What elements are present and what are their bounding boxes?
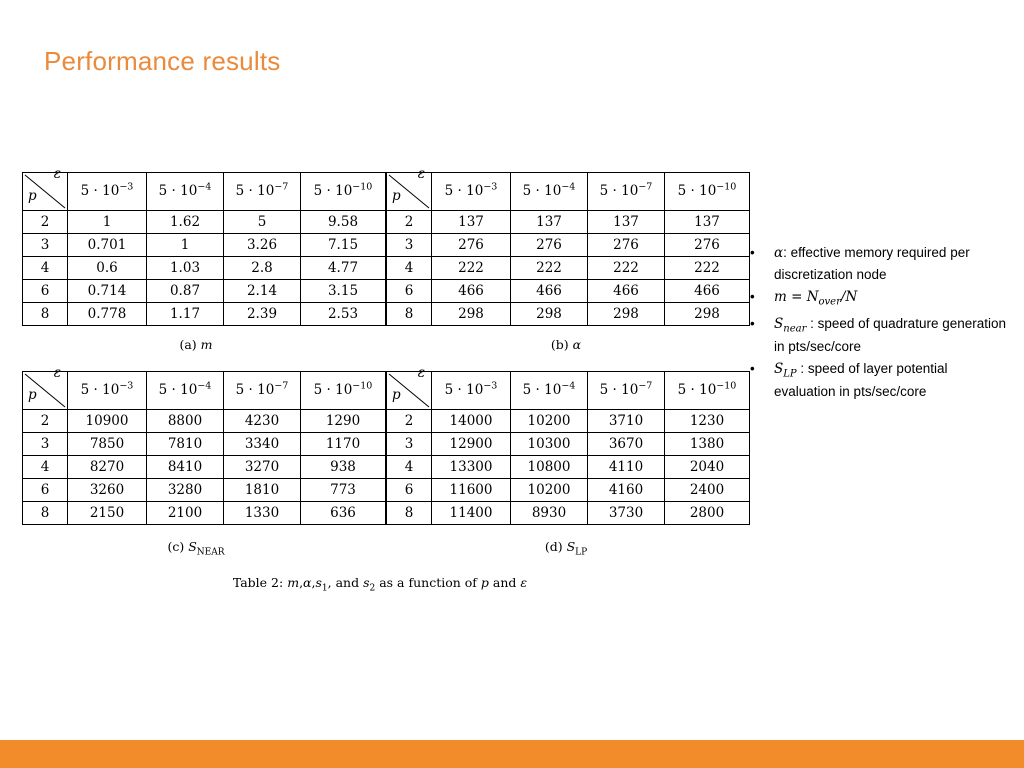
table-cell: 1810 [224,479,301,502]
table-cell: 222 [511,257,588,280]
table-row [23,303,386,326]
header-eps-3: $5 \cdot 10^{-7}$ [588,372,665,410]
caption-b: (b) α [550,337,582,352]
bullet-snear: • $S_{near}$ : speed of quadrature generation in pts/sec/core [750,316,1007,355]
table-cell: 10200 [511,479,588,502]
table-row [387,479,750,502]
table-cell: 4 [23,257,68,280]
table-cell: 12900 [432,433,511,456]
table-cell: 3710 [588,410,665,433]
table-cell: 3 [23,234,68,257]
corner-eps: ε [53,365,61,381]
table-row [387,234,750,257]
table-cell: 636 [301,502,386,525]
header-eps-3: $5 \cdot 10^{-7}$ [224,173,301,211]
header-eps-2: $5 \cdot 10^{-4}$ [147,372,224,410]
table-cell: 6 [23,479,68,502]
table-cell: 2 [387,410,432,433]
table-cell: 2.14 [224,280,301,303]
table-corner-cell [23,365,68,410]
table-cell: 3730 [588,502,665,525]
table-cell: 11400 [432,502,511,525]
caption-a: (a) m [179,337,213,352]
table-cell: 3 [387,234,432,257]
table-row [387,456,750,479]
bullet-m: • $m = N_{over}/N$ [750,288,858,308]
table-cell: 9.58 [301,211,386,234]
header-eps-1: $5 \cdot 10^{-3}$ [432,173,511,211]
table-cell: 11600 [432,479,511,502]
table-cell: 4 [23,456,68,479]
table-cell: 8270 [68,456,147,479]
table-cell: 2400 [665,479,750,502]
table-cell: 7810 [147,433,224,456]
header-eps-4: $5 \cdot 10^{-10}$ [301,173,386,211]
table-cell: 8 [23,502,68,525]
table-row [23,502,386,525]
table-row [23,410,386,433]
caption-d: (d) $S_{LP}$ [544,539,588,558]
table-cell: 137 [588,211,665,234]
table-d [386,365,750,525]
table-cell: 8800 [147,410,224,433]
table-cell: 3670 [588,433,665,456]
table-cell: 222 [588,257,665,280]
table-cell: 466 [665,280,750,303]
table-cell: 8410 [147,456,224,479]
header-eps-3: $5 \cdot 10^{-7}$ [224,372,301,410]
table-cell: 3340 [224,433,301,456]
table-cell: 2040 [665,456,750,479]
table-cell: 4230 [224,410,301,433]
table-cell: 2.53 [301,303,386,326]
header-eps-4: $5 \cdot 10^{-10}$ [665,173,750,211]
table-cell: 466 [588,280,665,303]
table-row [23,456,386,479]
table-cell: 1 [68,211,147,234]
header-eps-3: $5 \cdot 10^{-7}$ [588,173,665,211]
corner-p: p [392,188,401,204]
table-cell: 10300 [511,433,588,456]
table-corner-cell [387,365,432,410]
table-cell: 6 [387,479,432,502]
table-cell: 3270 [224,456,301,479]
table-cell: 3 [23,433,68,456]
table-cell: 222 [432,257,511,280]
table-cell: 10900 [68,410,147,433]
corner-p: p [392,387,401,403]
table-cell: 7850 [68,433,147,456]
table-cell: 6 [23,280,68,303]
table-cell: 3.15 [301,280,386,303]
table-row [387,433,750,456]
table-cell: 1290 [301,410,386,433]
table-header-row [387,173,750,211]
corner-eps: ε [53,166,61,182]
table-cell: 3.26 [224,234,301,257]
corner-eps: ε [417,365,425,381]
table-cell: 466 [432,280,511,303]
table-cell: 4 [387,257,432,280]
caption-c: (c) $S_{NEAR}$ [167,539,225,558]
table-cell: 1330 [224,502,301,525]
table-cell: 2100 [147,502,224,525]
corner-eps: ε [417,166,425,182]
table-cell: 2150 [68,502,147,525]
table-cell: 0.778 [68,303,147,326]
table-cell: 4160 [588,479,665,502]
table-cell: 2.8 [224,257,301,280]
table-caption: Table 2: $m,\alpha,s_1$, and $s_2$ as a function of p and ε [232,575,528,594]
table-cell: 276 [665,234,750,257]
table-cell: 938 [301,456,386,479]
table-c [22,365,386,525]
table-row [387,211,750,234]
table-cell: 298 [588,303,665,326]
table-a [22,166,386,326]
bullet-slp: • $S_{LP}$ : speed of layer potential evaluation in pts/sec/core [750,361,948,399]
table-cell: 466 [511,280,588,303]
table-row [387,257,750,280]
table-row [23,257,386,280]
table-header-row [23,372,386,410]
header-eps-4: $5 \cdot 10^{-10}$ [301,372,386,410]
table-row [387,280,750,303]
table-cell: 1380 [665,433,750,456]
table-cell: 3 [387,433,432,456]
table-header-row [387,372,750,410]
table-cell: 2 [23,410,68,433]
table-cell: 1.62 [147,211,224,234]
table-cell: 10200 [511,410,588,433]
table-cell: 4110 [588,456,665,479]
table-cell: 1.03 [147,257,224,280]
table-cell: 4 [387,456,432,479]
table-cell: 276 [511,234,588,257]
table-cell: 137 [432,211,511,234]
table-cell: 276 [588,234,665,257]
header-eps-4: $5 \cdot 10^{-10}$ [665,372,750,410]
header-eps-1: $5 \cdot 10^{-3}$ [68,372,147,410]
corner-p: p [28,387,37,403]
footer-bar [0,740,1024,768]
table-cell: 0.714 [68,280,147,303]
table-corner-cell [387,166,432,211]
bullet-dot: • [750,316,755,332]
table-row [23,211,386,234]
table-cell: 7.15 [301,234,386,257]
table-cell: 3280 [147,479,224,502]
table-header-row [23,173,386,211]
table-cell: 13300 [432,456,511,479]
table-cell: 0.701 [68,234,147,257]
table-row [23,234,386,257]
table-cell: 298 [511,303,588,326]
table-cell: 2.39 [224,303,301,326]
table-cell: 4.77 [301,257,386,280]
table-cell: 222 [665,257,750,280]
table-cell: 2800 [665,502,750,525]
header-eps-2: $5 \cdot 10^{-4}$ [147,173,224,211]
table-cell: 8 [387,303,432,326]
table-row [23,280,386,303]
table-corner-cell [23,166,68,211]
header-eps-1: $5 \cdot 10^{-3}$ [68,173,147,211]
bullet-dot: • [750,245,755,260]
table-cell: 1170 [301,433,386,456]
bullet-dot: • [750,288,755,304]
table-cell: 0.6 [68,257,147,280]
table-cell: 1230 [665,410,750,433]
table-row [23,479,386,502]
table-cell: 10800 [511,456,588,479]
bullet-alpha: • α: effective memory required per discretization node [750,245,970,282]
table-cell: 14000 [432,410,511,433]
table-cell: 2 [23,211,68,234]
legend-bullets [750,244,1010,405]
header-eps-2: $5 \cdot 10^{-4}$ [511,372,588,410]
table-cell: 137 [665,211,750,234]
table-cell: 6 [387,280,432,303]
table-cell: 1.17 [147,303,224,326]
corner-p: p [28,188,37,204]
table-cell: 773 [301,479,386,502]
table-cell: 276 [432,234,511,257]
table-cell: 5 [224,211,301,234]
header-eps-2: $5 \cdot 10^{-4}$ [511,173,588,211]
table-cell: 8 [23,303,68,326]
table-cell: 298 [665,303,750,326]
table-cell: 8930 [511,502,588,525]
table-row [387,303,750,326]
table-cell: 8 [387,502,432,525]
table-cell: 137 [511,211,588,234]
table-row [387,502,750,525]
table-cell: 0.87 [147,280,224,303]
table-cell: 298 [432,303,511,326]
table-cell: 3260 [68,479,147,502]
table-cell: 2 [387,211,432,234]
table-cell: 1 [147,234,224,257]
table-b [386,166,750,326]
table-row [23,433,386,456]
table-row [387,410,750,433]
page-title: Performance results [44,46,281,76]
header-eps-1: $5 \cdot 10^{-3}$ [432,372,511,410]
bullet-dot: • [750,361,755,377]
